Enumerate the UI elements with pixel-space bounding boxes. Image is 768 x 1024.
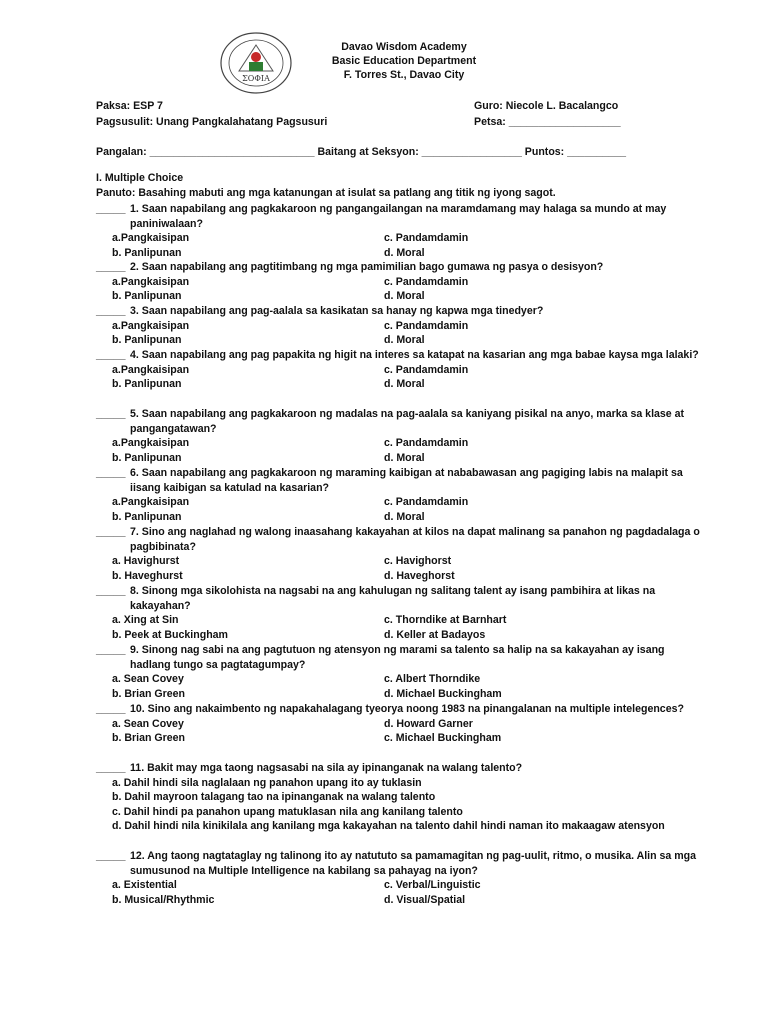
answer-blank: _____ xyxy=(96,467,126,479)
question-item xyxy=(96,849,706,907)
question-item xyxy=(96,761,706,834)
option: a.Pangkaisipan xyxy=(112,437,190,450)
option: a. Xing at Sin xyxy=(112,614,179,627)
option: c. Thorndike at Barnhart xyxy=(384,614,507,627)
answer-blank: _____ xyxy=(96,762,126,774)
option: d. Moral xyxy=(384,290,425,303)
option: d. Moral xyxy=(384,334,425,347)
question-text: 2. Saan napabilang ang pagtitimbang ng mga pamimilian bago gumawa ng pasya o desisyon? xyxy=(130,261,604,273)
option: c. Pandamdamin xyxy=(384,496,469,509)
student-info-line: Pangalan: ____________________________ Baitang at Seksyon: _________________ Puntos: __________ xyxy=(96,146,627,158)
option: a.Pangkaisipan xyxy=(112,275,190,288)
answer-blank: _____ xyxy=(96,526,126,538)
option: b. Dahil mayroon talagang tao na ipinanganak na walang talento xyxy=(112,791,436,804)
answer-blank: _____ xyxy=(96,261,126,273)
question-item xyxy=(96,525,706,583)
option: b. Peek at Buckingham xyxy=(112,628,228,641)
question-item xyxy=(96,702,706,746)
option: a.Pangkaisipan xyxy=(112,319,190,332)
option: a. Sean Covey xyxy=(112,717,184,730)
option: d. Michael Buckingham xyxy=(384,687,502,700)
option: b. Panlipunan xyxy=(112,510,182,523)
option: d. Moral xyxy=(384,510,425,523)
question-item xyxy=(96,348,706,392)
option: c. Pandamdamin xyxy=(384,232,469,245)
option: d. Moral xyxy=(384,378,425,391)
option: d. Howard Garner xyxy=(384,717,473,730)
answer-blank: _____ xyxy=(96,203,126,215)
question-item xyxy=(96,643,706,701)
question-text: 3. Saan napabilang ang pag-aalala sa kasikatan sa hanay ng kapwa mga tinedyer? xyxy=(130,305,544,317)
question-item xyxy=(96,260,706,304)
section-title: I. Multiple Choice xyxy=(96,172,184,184)
option: d. Dahil hindi nila kinikilala ang kanilang mga kakayahan na talento dahil hindi naman ito makaagaw atensyon xyxy=(112,820,665,833)
question-item xyxy=(96,202,706,260)
answer-blank: _____ xyxy=(96,703,126,715)
question-text: 5. Saan napabilang ang pagkakaroon ng madalas na pag-aalala sa kaniyang pisikal na anyo, marka sa klase at pangangatawan? xyxy=(130,408,685,435)
question-text: 9. Sinong nag sabi na ang pagtutuon ng atensyon ng marami sa talento sa halip na sa kakayahan ay isang hadlang tungo sa pagtatagumpay? xyxy=(130,644,665,671)
option: d. Haveghorst xyxy=(384,569,455,582)
instructions: Panuto: Basahing mabuti ang mga katanungan at isulat sa patlang ang titik ng iyong sagot. xyxy=(96,187,556,199)
question-text: 1. Saan napabilang ang pagkakaroon ng pangangailangan na maramdamang may halaga sa mundo at may paniniwalaan? xyxy=(130,203,667,230)
option: d. Moral xyxy=(384,246,425,259)
option: c. Albert Thorndike xyxy=(384,673,481,686)
school-logo xyxy=(218,31,294,95)
option: a. Existential xyxy=(112,879,177,892)
department-name: Basic Education Department xyxy=(331,55,477,67)
answer-blank: _____ xyxy=(96,349,126,361)
question-text: 12. Ang taong nagtataglay ng talinong ito ay natututo sa pamamagitan ng pag-uulit, ritmo, o musika. Alin sa mga sumusunod na Multiple Intelligence na kabilang sa pahayag na iyon? xyxy=(130,850,697,877)
option: b. Panlipunan xyxy=(112,334,182,347)
option: d. Keller at Badayos xyxy=(384,628,486,641)
option: c. Verbal/Linguistic xyxy=(384,879,481,892)
option: a.Pangkaisipan xyxy=(112,496,190,509)
logo-text: ΣΟΦΙΑ xyxy=(242,74,270,83)
question-text: 8. Sinong mga sikolohista na nagsabi na ang kahulugan ng salitang talent ay isang pambihira at likas na kakayahan? xyxy=(130,585,656,612)
option: b. Brian Green xyxy=(112,687,185,700)
option: a. Havighurst xyxy=(112,555,180,568)
option: c. Pandamdamin xyxy=(384,275,469,288)
question-text: 7. Sino ang naglahad ng walong inaasahang kakayahan at kilos na dapat malinang sa panahon ng pagdadalaga o pagbibinata? xyxy=(130,526,700,553)
school-name: Davao Wisdom Academy xyxy=(341,41,467,53)
question-item xyxy=(96,466,706,524)
option: c. Michael Buckingham xyxy=(384,732,502,745)
teacher-label: Guro: Niecole L. Bacalangco xyxy=(474,100,619,112)
date-field: Petsa: ___________________ xyxy=(474,116,621,128)
option: b. Brian Green xyxy=(112,732,185,745)
answer-blank: _____ xyxy=(96,850,126,862)
option: c. Pandamdamin xyxy=(384,363,469,376)
option: b. Panlipunan xyxy=(112,451,182,464)
answer-blank: _____ xyxy=(96,585,126,597)
question-item xyxy=(96,407,706,465)
subject-label: Paksa: ESP 7 xyxy=(96,100,163,112)
option: c. Havighorst xyxy=(384,555,452,568)
answer-blank: _____ xyxy=(96,408,126,420)
option: a.Pangkaisipan xyxy=(112,232,190,245)
answer-blank: _____ xyxy=(96,305,126,317)
answer-blank: _____ xyxy=(96,644,126,656)
question-text: 6. Saan napabilang ang pagkakaroon ng maraming kaibigan at nababawasan ang pagiging labis na malapit sa iisang kaibigan sa katulad na kasarian? xyxy=(130,467,683,494)
exam-title: Pagsusulit: Unang Pangkalahatang Pagsusuri xyxy=(96,116,328,128)
option: b. Panlipunan xyxy=(112,378,182,391)
option: d. Moral xyxy=(384,451,425,464)
option: a. Sean Covey xyxy=(112,673,184,686)
question-item xyxy=(96,304,706,348)
question-item xyxy=(96,584,706,642)
option: c. Pandamdamin xyxy=(384,437,469,450)
option: b. Panlipunan xyxy=(112,290,182,303)
option: c. Pandamdamin xyxy=(384,319,469,332)
question-text: 10. Sino ang nakaimbento ng napakahalagang tyeorya noong 1983 na pinangalanan na multiple intelegences? xyxy=(130,703,684,715)
option: b. Haveghurst xyxy=(112,569,183,582)
question-text: 11. Bakit may mga taong nagsasabi na sila ay ipinanganak na walang talento? xyxy=(130,762,523,774)
option: d. Visual/Spatial xyxy=(384,893,466,906)
school-address: F. Torres St., Davao City xyxy=(343,69,465,81)
option: c. Dahil hindi pa panahon upang matuklasan nila ang kanilang talento xyxy=(112,805,463,818)
question-text: 4. Saan napabilang ang pag papakita ng higit na interes sa katapat na kasarian ang mga babae kaysa mga lalaki? xyxy=(130,349,699,361)
option: a.Pangkaisipan xyxy=(112,363,190,376)
option: b. Musical/Rhythmic xyxy=(112,893,215,906)
option: b. Panlipunan xyxy=(112,246,182,259)
option: a. Dahil hindi sila naglalaan ng panahon upang ito ay tuklasin xyxy=(112,776,422,789)
